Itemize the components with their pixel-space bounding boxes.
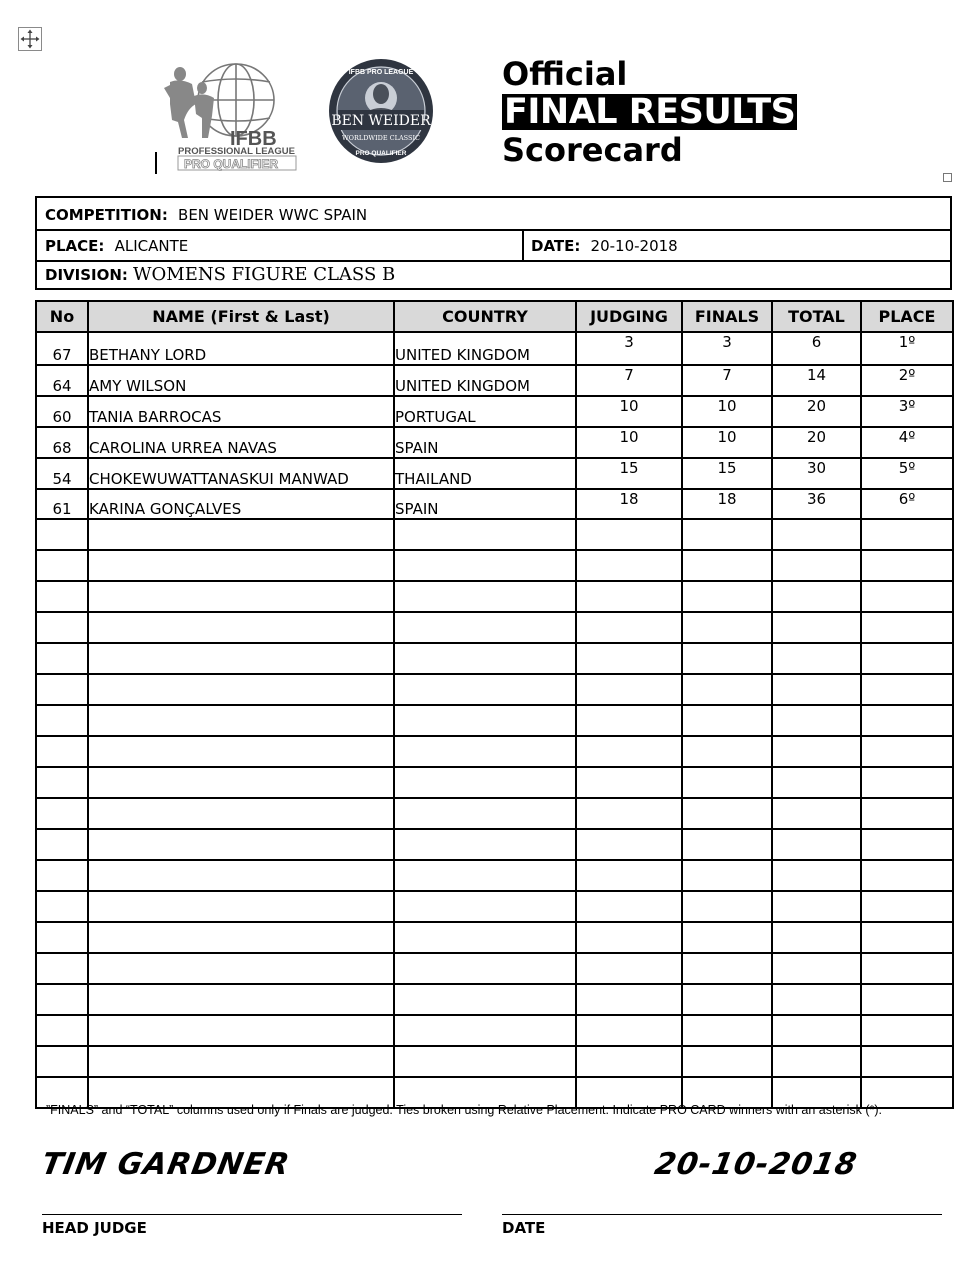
empty-cell: [36, 550, 88, 581]
cell-place: 3º: [861, 396, 953, 427]
empty-cell: [576, 736, 682, 767]
empty-cell: [682, 736, 772, 767]
table-row-empty: [36, 767, 953, 798]
empty-cell: [772, 1046, 861, 1077]
table-row-empty: [36, 1015, 953, 1046]
empty-cell: [394, 550, 576, 581]
table-row-empty: [36, 550, 953, 581]
table-row-empty: [36, 829, 953, 860]
table-row-empty: [36, 860, 953, 891]
empty-cell: [394, 860, 576, 891]
text-cursor: [155, 152, 157, 174]
empty-cell: [861, 705, 953, 736]
empty-cell: [576, 922, 682, 953]
empty-cell: [772, 984, 861, 1015]
table-row-empty: [36, 736, 953, 767]
empty-cell: [88, 984, 394, 1015]
empty-cell: [772, 705, 861, 736]
empty-cell: [576, 643, 682, 674]
empty-cell: [682, 674, 772, 705]
cell-no: 54: [36, 458, 88, 489]
empty-cell: [394, 922, 576, 953]
empty-cell: [682, 581, 772, 612]
cell-country: SPAIN: [394, 427, 576, 458]
empty-cell: [394, 674, 576, 705]
empty-cell: [394, 984, 576, 1015]
table-move-handle-icon[interactable]: [18, 27, 42, 51]
empty-cell: [772, 953, 861, 984]
empty-cell: [394, 891, 576, 922]
empty-cell: [36, 891, 88, 922]
empty-cell: [36, 736, 88, 767]
cell-judging: 15: [576, 458, 682, 489]
empty-cell: [861, 674, 953, 705]
table-row-empty: [36, 953, 953, 984]
header-name: NAME (First & Last): [88, 301, 394, 332]
cell-total: 20: [772, 427, 861, 458]
cell-finals: 15: [682, 458, 772, 489]
empty-cell: [682, 953, 772, 984]
empty-cell: [682, 829, 772, 860]
cell-judging: 10: [576, 427, 682, 458]
scorecard-title: [502, 56, 797, 168]
header-finals: FINALS: [682, 301, 772, 332]
table-row-empty: [36, 1046, 953, 1077]
cell-name: KARINA GONÇALVES: [88, 489, 394, 519]
empty-cell: [576, 612, 682, 643]
empty-cell: [36, 767, 88, 798]
date-signature-label: DATE: [502, 1219, 546, 1237]
empty-cell: [576, 891, 682, 922]
header-judging: JUDGING: [576, 301, 682, 332]
table-row-empty: [36, 612, 953, 643]
empty-cell: [682, 643, 772, 674]
table-row-empty: [36, 798, 953, 829]
cell-total: 30: [772, 458, 861, 489]
competition-row: [37, 198, 950, 231]
empty-cell: [861, 891, 953, 922]
empty-cell: [772, 860, 861, 891]
empty-cell: [682, 860, 772, 891]
cell-no: 61: [36, 489, 88, 519]
empty-cell: [36, 581, 88, 612]
empty-cell: [88, 736, 394, 767]
empty-cell: [36, 829, 88, 860]
cell-finals: 10: [682, 396, 772, 427]
empty-cell: [394, 705, 576, 736]
empty-cell: [861, 860, 953, 891]
place-value: ALICANTE: [114, 237, 189, 255]
table-row: [36, 332, 953, 365]
empty-cell: [682, 705, 772, 736]
empty-cell: [772, 798, 861, 829]
empty-cell: [576, 1015, 682, 1046]
empty-cell: [36, 860, 88, 891]
empty-cell: [861, 798, 953, 829]
table-row-empty: [36, 519, 953, 550]
empty-cell: [772, 891, 861, 922]
empty-cell: [576, 798, 682, 829]
empty-cell: [682, 1046, 772, 1077]
pro-qualifier-ring-text: PRO QUALIFIER: [355, 150, 407, 157]
footnote: ”FINALS” and “TOTAL” columns used only if Finals are judged. Ties broken using Relative Placement. Indicate PRO CARD winners with an asterisk (*).: [46, 1103, 882, 1117]
info-divider: [522, 229, 524, 260]
empty-cell: [861, 736, 953, 767]
cell-no: 67: [36, 332, 88, 365]
empty-cell: [682, 519, 772, 550]
empty-cell: [36, 705, 88, 736]
empty-cell: [861, 643, 953, 674]
division-row: [37, 260, 950, 288]
empty-cell: [861, 767, 953, 798]
ben-weider-worldwide-classic-logo: [328, 58, 434, 164]
cell-total: 20: [772, 396, 861, 427]
cell-country: THAILAND: [394, 458, 576, 489]
empty-cell: [36, 922, 88, 953]
division-label: DIVISION:: [45, 266, 128, 284]
empty-cell: [861, 984, 953, 1015]
empty-cell: [88, 550, 394, 581]
empty-cell: [36, 643, 88, 674]
title-final-results: FINAL RESULTS: [504, 92, 796, 132]
empty-cell: [88, 922, 394, 953]
empty-cell: [88, 581, 394, 612]
empty-cell: [576, 860, 682, 891]
cell-name: CAROLINA URREA NAVAS: [88, 427, 394, 458]
cell-name: TANIA BARROCAS: [88, 396, 394, 427]
cell-no: 60: [36, 396, 88, 427]
results-table: [35, 300, 954, 1109]
cell-country: UNITED KINGDOM: [394, 365, 576, 396]
cell-name: BETHANY LORD: [88, 332, 394, 365]
table-row-empty: [36, 643, 953, 674]
empty-cell: [88, 1015, 394, 1046]
empty-cell: [394, 581, 576, 612]
empty-cell: [36, 612, 88, 643]
empty-cell: [394, 767, 576, 798]
cell-country: SPAIN: [394, 489, 576, 519]
empty-cell: [88, 1046, 394, 1077]
cell-finals: 18: [682, 489, 772, 519]
cell-place: 2º: [861, 365, 953, 396]
empty-cell: [576, 984, 682, 1015]
cell-finals: 10: [682, 427, 772, 458]
cell-total: 14: [772, 365, 861, 396]
empty-cell: [861, 519, 953, 550]
cell-total: 36: [772, 489, 861, 519]
empty-cell: [861, 1046, 953, 1077]
ifbb-pro-qualifier-logo: [158, 58, 306, 172]
empty-cell: [772, 1015, 861, 1046]
title-official: Official: [502, 55, 628, 93]
empty-cell: [36, 984, 88, 1015]
table-row-empty: [36, 581, 953, 612]
cell-country: UNITED KINGDOM: [394, 332, 576, 365]
empty-cell: [88, 643, 394, 674]
empty-cell: [772, 922, 861, 953]
empty-cell: [772, 612, 861, 643]
cell-judging: 3: [576, 332, 682, 365]
empty-cell: [88, 612, 394, 643]
cell-name: AMY WILSON: [88, 365, 394, 396]
table-row: [36, 396, 953, 427]
empty-cell: [772, 550, 861, 581]
table-row: [36, 458, 953, 489]
empty-cell: [861, 922, 953, 953]
empty-cell: [576, 550, 682, 581]
empty-cell: [861, 612, 953, 643]
cell-finals: 3: [682, 332, 772, 365]
table-row-empty: [36, 891, 953, 922]
cell-judging: 7: [576, 365, 682, 396]
empty-cell: [36, 953, 88, 984]
cell-place: 5º: [861, 458, 953, 489]
empty-cell: [36, 519, 88, 550]
table-row-empty: [36, 922, 953, 953]
empty-cell: [36, 1015, 88, 1046]
empty-cell: [682, 550, 772, 581]
head-judge-label: HEAD JUDGE: [42, 1219, 147, 1237]
empty-cell: [88, 519, 394, 550]
header-total: TOTAL: [772, 301, 861, 332]
empty-cell: [772, 643, 861, 674]
date-signature-line: [502, 1214, 942, 1215]
title-scorecard: Scorecard: [502, 131, 683, 169]
empty-cell: [772, 519, 861, 550]
empty-cell: [88, 860, 394, 891]
empty-cell: [88, 891, 394, 922]
table-row-empty: [36, 674, 953, 705]
competition-value: BEN WEIDER WWC SPAIN: [178, 206, 368, 224]
table-row: [36, 427, 953, 458]
empty-cell: [88, 953, 394, 984]
cell-place: 6º: [861, 489, 953, 519]
empty-cell: [394, 612, 576, 643]
empty-cell: [576, 767, 682, 798]
empty-cell: [576, 705, 682, 736]
empty-cell: [394, 519, 576, 550]
table-row-empty: [36, 984, 953, 1015]
empty-cell: [576, 674, 682, 705]
table-row-empty: [36, 705, 953, 736]
cell-no: 68: [36, 427, 88, 458]
empty-cell: [576, 581, 682, 612]
table-row: [36, 365, 953, 396]
empty-cell: [861, 829, 953, 860]
cell-place: 4º: [861, 427, 953, 458]
competition-label: COMPETITION:: [45, 206, 168, 224]
empty-cell: [36, 798, 88, 829]
worldwide-classic-text: WORLDWIDE CLASSIC: [341, 134, 421, 142]
empty-cell: [394, 1015, 576, 1046]
empty-cell: [576, 953, 682, 984]
ben-weider-logo-text: BEN WEIDER: [331, 113, 431, 129]
cell-no: 64: [36, 365, 88, 396]
empty-cell: [861, 550, 953, 581]
empty-cell: [394, 643, 576, 674]
empty-cell: [88, 705, 394, 736]
empty-cell: [772, 767, 861, 798]
empty-cell: [36, 1046, 88, 1077]
date-value: 20-10-2018: [590, 237, 678, 255]
empty-cell: [576, 1046, 682, 1077]
ifbb-logo-text: IFBB: [230, 128, 277, 150]
empty-cell: [36, 674, 88, 705]
date-label: DATE:: [531, 237, 581, 255]
empty-cell: [682, 922, 772, 953]
cell-finals: 7: [682, 365, 772, 396]
empty-cell: [682, 1015, 772, 1046]
competition-info-box: [35, 196, 952, 290]
empty-cell: [682, 891, 772, 922]
empty-cell: [682, 984, 772, 1015]
empty-cell: [88, 829, 394, 860]
ifbb-logo-qualifier-text: PRO QUALIFIER: [184, 157, 279, 171]
header-no: No: [36, 301, 88, 332]
table-header-row: [36, 301, 953, 332]
ifbb-logo-subtext: PROFESSIONAL LEAGUE: [178, 146, 296, 157]
empty-cell: [576, 829, 682, 860]
cell-judging: 18: [576, 489, 682, 519]
cell-country: PORTUGAL: [394, 396, 576, 427]
place-date-row: [37, 229, 950, 262]
empty-cell: [682, 767, 772, 798]
head-judge-signature: TIM GARDNER: [38, 1147, 293, 1182]
cell-name: CHOKEWUWATTANASKUI MANWAD: [88, 458, 394, 489]
cell-total: 6: [772, 332, 861, 365]
header-country: COUNTRY: [394, 301, 576, 332]
cell-judging: 10: [576, 396, 682, 427]
empty-cell: [772, 581, 861, 612]
table-row: [36, 489, 953, 519]
empty-cell: [772, 829, 861, 860]
ifbb-pro-league-ring-text: IFBB PRO LEAGUE: [348, 69, 414, 76]
empty-cell: [861, 1015, 953, 1046]
place-label: PLACE:: [45, 237, 105, 255]
empty-cell: [772, 674, 861, 705]
empty-cell: [394, 1046, 576, 1077]
empty-cell: [88, 767, 394, 798]
resize-square-icon[interactable]: [943, 173, 952, 182]
header-place: PLACE: [861, 301, 953, 332]
empty-cell: [772, 736, 861, 767]
empty-cell: [861, 953, 953, 984]
empty-cell: [576, 519, 682, 550]
cell-place: 1º: [861, 332, 953, 365]
empty-cell: [394, 953, 576, 984]
empty-cell: [394, 798, 576, 829]
signature-date: 20-10-2018: [651, 1147, 860, 1182]
empty-cell: [682, 612, 772, 643]
division-value: WOMENS FIGURE CLASS B: [133, 264, 396, 285]
head-judge-signature-line: [42, 1214, 462, 1215]
empty-cell: [682, 798, 772, 829]
empty-cell: [394, 829, 576, 860]
empty-cell: [394, 736, 576, 767]
empty-cell: [861, 581, 953, 612]
empty-cell: [88, 674, 394, 705]
empty-cell: [88, 798, 394, 829]
